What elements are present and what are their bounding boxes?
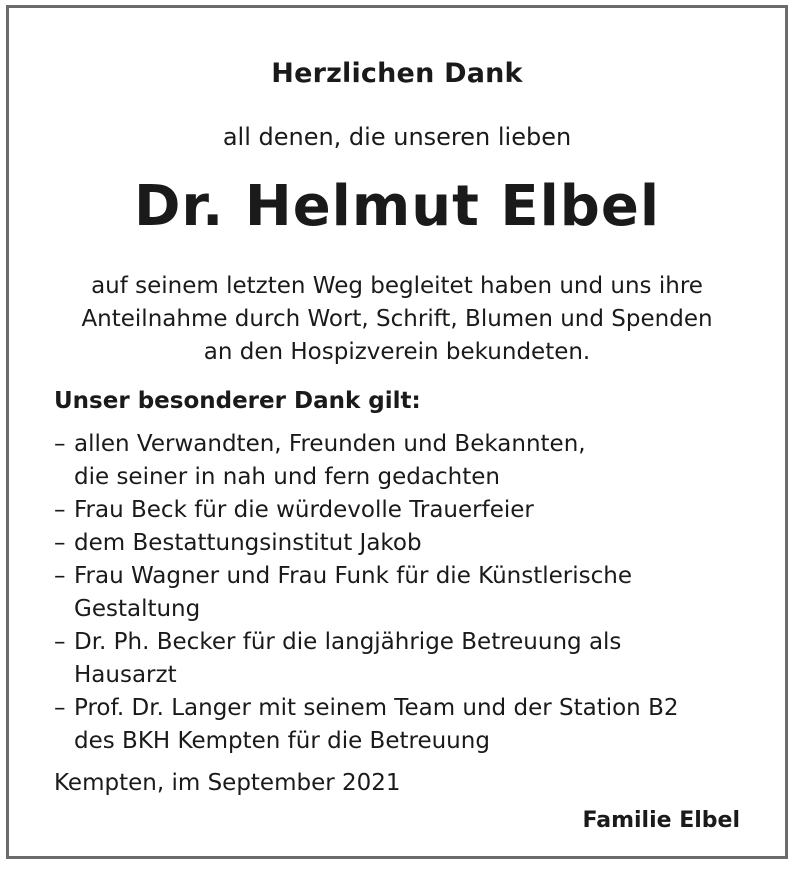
notice-heading: Herzlichen Dank — [271, 58, 523, 89]
paragraph-line: auf seinem letzten Weg begleitet haben und uns ihre — [91, 273, 703, 299]
list-dash: – — [54, 629, 66, 655]
paragraph-line: an den Hospizverein bekundeten. — [203, 339, 591, 365]
list-dash: – — [54, 563, 66, 589]
list-item — [54, 494, 774, 527]
list-dash: – — [54, 431, 66, 457]
list-item-line: Frau Beck für die würdevolle Trauerfeier — [74, 497, 534, 523]
list-item-line: allen Verwandten, Freunden und Bekannten, — [74, 431, 586, 457]
signature: Familie Elbel — [582, 808, 740, 833]
list-item — [54, 692, 774, 758]
list-item-line: Prof. Dr. Langer mit seinem Team und der Station B2 — [74, 695, 679, 721]
deceased-name: Dr. Helmut Elbel — [133, 174, 661, 239]
list-item-line: Hausarzt — [74, 662, 177, 688]
list-item-line: Gestaltung — [74, 596, 201, 622]
notice-frame — [6, 5, 788, 859]
list-item-line: Dr. Ph. Becker für die langjährige Betreuung als — [74, 629, 622, 655]
list-item-line: Frau Wagner und Frau Funk für die Künstlerische — [74, 563, 632, 589]
notice-intro: all denen, die unseren lieben — [222, 123, 572, 151]
thanks-list — [54, 428, 774, 758]
list-item — [54, 428, 774, 494]
list-dash: – — [54, 497, 66, 523]
list-dash: – — [54, 530, 66, 556]
list-item — [54, 527, 774, 560]
place-date: Kempten, im September 2021 — [54, 770, 401, 796]
list-dash: – — [54, 695, 66, 721]
notice-paragraph — [9, 270, 785, 369]
list-item-line: dem Bestattungsinstitut Jakob — [74, 530, 422, 556]
list-item — [54, 626, 774, 692]
thanks-heading: Unser besonderer Dank gilt: — [54, 388, 421, 414]
paragraph-line: Anteilnahme durch Wort, Schrift, Blumen und Spenden — [81, 306, 713, 332]
list-item — [54, 560, 774, 626]
list-item-line: des BKH Kempten für die Betreuung — [74, 728, 490, 754]
list-item-line: die seiner in nah und fern gedachten — [74, 464, 500, 490]
